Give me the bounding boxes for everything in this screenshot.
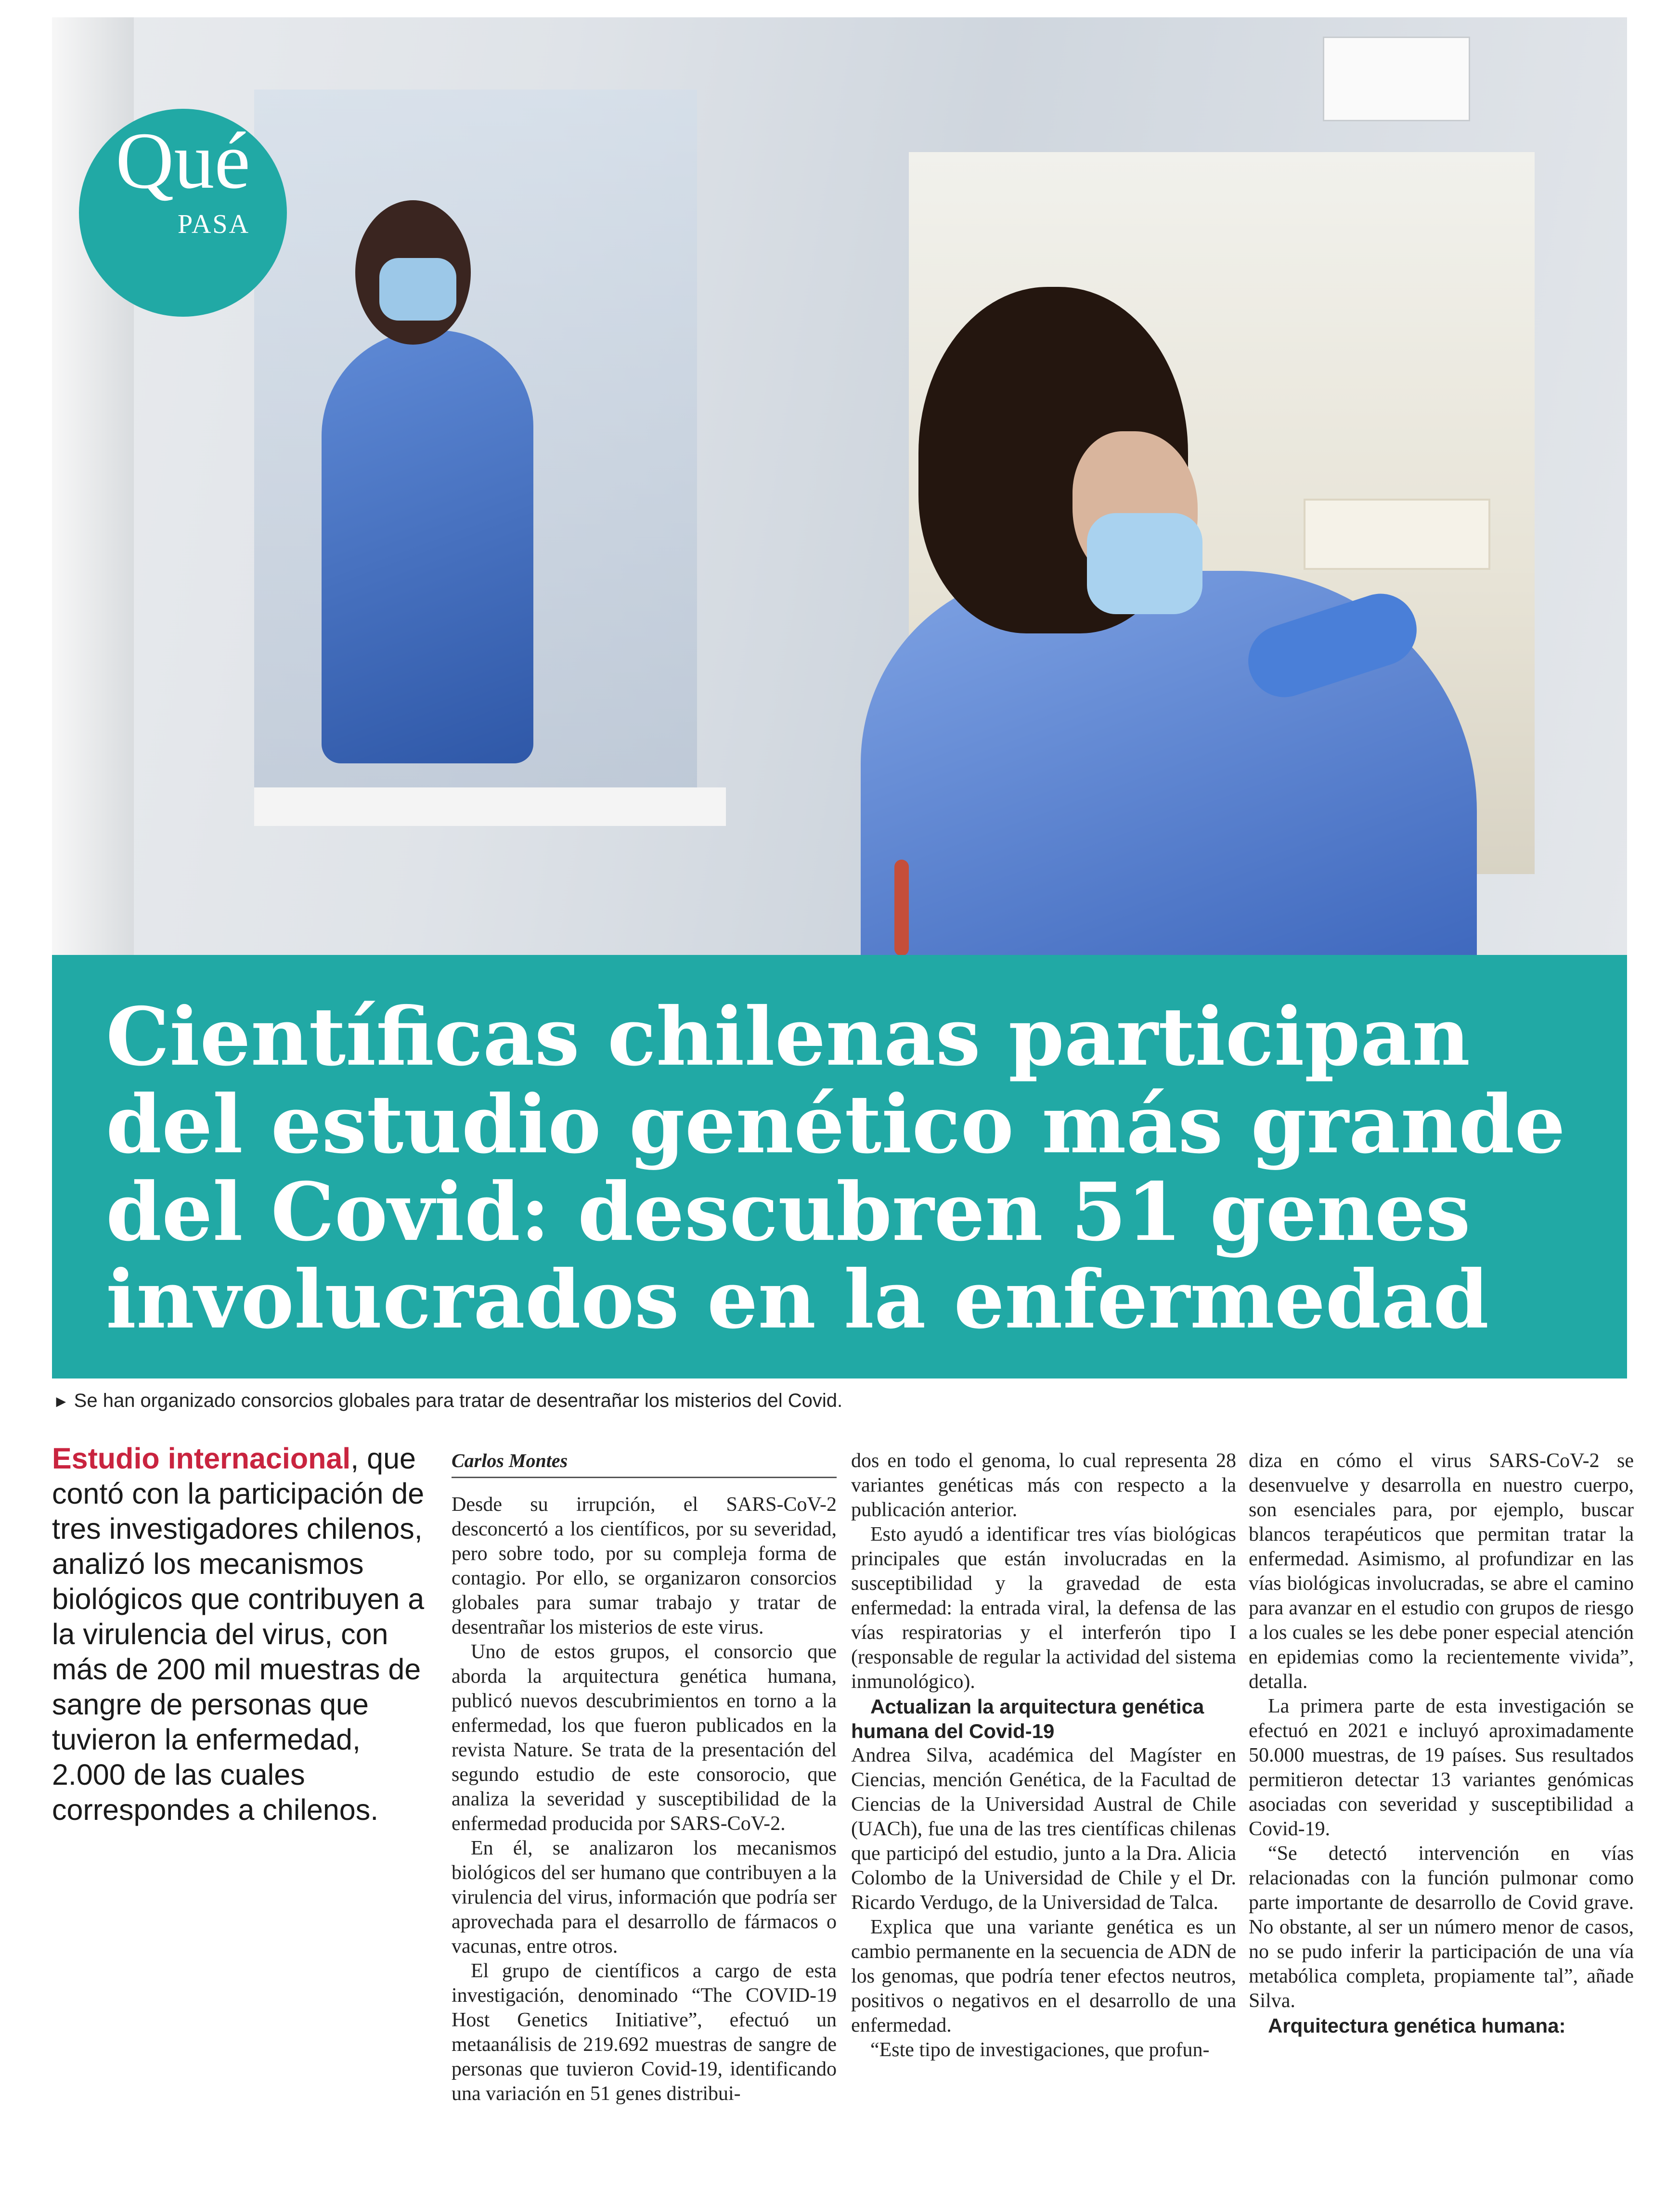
headline-line: del estudio genético más grande <box>106 1078 1565 1172</box>
body-paragraph: “Este tipo de investigaciones, que profun- <box>870 2039 1210 2061</box>
article-column-3 <box>1249 1449 1634 2038</box>
subheading: Arquitectura genética humana: <box>1268 2014 1566 2037</box>
body-paragraph: “Se detectó intervención en vías relacionadas con la función pulmonar como parte importante de desarrollo de Covid grave. No obstante, al ser un número menor de casos, no se pudo inferir la participación de una vía metabólica completa, propiamente tal”, añade Silva. <box>1249 1842 1634 2012</box>
body-paragraph: La primera parte de esta investigación se efectuó en 2021 e incluyó aproximadamente 50.000 muestras, de 19 países. Sus resultados permitieron detectar 13 variantes genómicas asociadas con severidad y susceptibilidad a Covid-19. <box>1249 1695 1634 1840</box>
body-paragraph: Desde su irrupción, el SARS-CoV-2 desconcertó a los científicos, por su severidad, pero sobre todo, por su compleja forma de contagio. Por ello, se organizaron consorcios globales para sumar trabajo y tratar de desentrañar los misterios de este virus. <box>452 1494 837 1638</box>
hood-shelf <box>254 787 726 826</box>
article-column-1 <box>452 1449 837 2106</box>
photo-caption <box>53 1390 1622 1412</box>
body-paragraph: Uno de estos grupos, el consorcio que aborda la arquitectura genética humana, publicó nuevos descubrimientos en torno a la enfermedad, los que fueron publicados en la revista Nature. Se trata de la presentación del segundo estudio de este consorocio, que analiza la severidad y susceptibilidad de la enfermedad producida por SARS-CoV-2. <box>452 1641 837 1835</box>
cable <box>894 860 909 955</box>
caption-marker-icon: ► <box>53 1392 69 1411</box>
lab-photo <box>52 17 1627 955</box>
body-paragraph: dos en todo el genoma, lo cual representa 28 variantes genéticas más con respecto a la publicación anterior. <box>851 1450 1236 1521</box>
article-column-2 <box>851 1449 1236 2062</box>
body-paragraph: diza en cómo el virus SARS-CoV-2 se desenvuelve y desarrolla en nuestro cuerpo, son esenciales para, por ejemplo, buscar blancos terapéuticos que permitan tratar la enfermedad. Asimismo, al profundizar en las vías biológicas involucradas, se abre el camino para avanzar en el estudio con grupos de riesgo a los cuales se les debe poner especial atención en epidemias como la recientemente vivida”, detalla. <box>1249 1450 1634 1693</box>
headline-line: del Covid: descubren 51 genes <box>106 1165 1471 1259</box>
lead-paragraph <box>52 1441 427 1828</box>
headline-line: involucrados en la enfermedad <box>106 1253 1489 1347</box>
body-paragraph: Explica que una variante genética es un cambio permanente en la secuencia de ADN de los genomas, que podría tener efectos neutros, positivos o negativos en el desarrollo de una enfermedad. <box>851 1916 1236 2036</box>
body-paragraph: El grupo de científicos a cargo de esta investigación, denominado “The COVID-19 Host Genetics Initiative”, efectuó un metaanálisis de 219.692 muestras de sangre de personas que tuvieron Covid-19, identificando una variación en 51 genes distribui- <box>452 1960 837 2105</box>
body-paragraph: Esto ayudó a identificar tres vías biológicas principales que están involucradas en la susceptibilidad y la gravedad de esta enfermedad: la entrada viral, la defensa de las vías respiratorias y el interferón tipo I (responsable de regular la actividad del sistema inmunológico). <box>851 1523 1236 1693</box>
headline <box>106 990 1598 1347</box>
body-paragraph: Andrea Silva, académica del Magíster en Ciencias, mención Genética, de la Facultad de Ciencias de la Universidad Austral de Chile (UACh), fue una de las tres científicas chilenas que participó del estudio, junto a la Dra. Alicia Colombo de la Universidad de Chile y el Dr. Ricardo Verdugo, de la Universidad de Talca. <box>851 1744 1236 1914</box>
lead-text: , que contó con la participación de tres investigadores chilenos, analizó los mecanismos biológicos que contribuyen a la virulencia del virus, con más de 200 mil muestras de sangre de personas que tuvieron la enfermedad, 2.000 de las cuales correspondes a chilenos. <box>52 1442 425 1826</box>
section-badge <box>79 109 287 317</box>
badge-que: Qué <box>116 116 250 206</box>
scientist-background-mask <box>379 258 456 321</box>
scientist-background-body <box>322 330 533 763</box>
headline-line: Científicas chilenas participan <box>106 990 1471 1084</box>
equipment-label <box>1323 37 1470 121</box>
subheading: Actualizan la arquitectura genética humana del Covid-19 <box>851 1695 1204 1742</box>
scientist-foreground-mask <box>1087 513 1202 614</box>
caption-text: Se han organizado consorcios globales para tratar de desentrañar los misterios del Covid. <box>74 1390 843 1411</box>
sample-box <box>1304 499 1490 570</box>
lead-highlight: Estudio internacional <box>52 1442 351 1475</box>
body-paragraph: En él, se analizaron los mecanismos biológicos del ser humano que contribuyen a la virulencia del virus, información que podría ser aprovechada para el desarrollo de fármacos o vacunas, entre otros. <box>452 1837 837 1958</box>
badge-pasa: PASA <box>177 209 250 239</box>
byline: Carlos Montes <box>452 1449 837 1478</box>
headline-band <box>52 955 1627 1378</box>
